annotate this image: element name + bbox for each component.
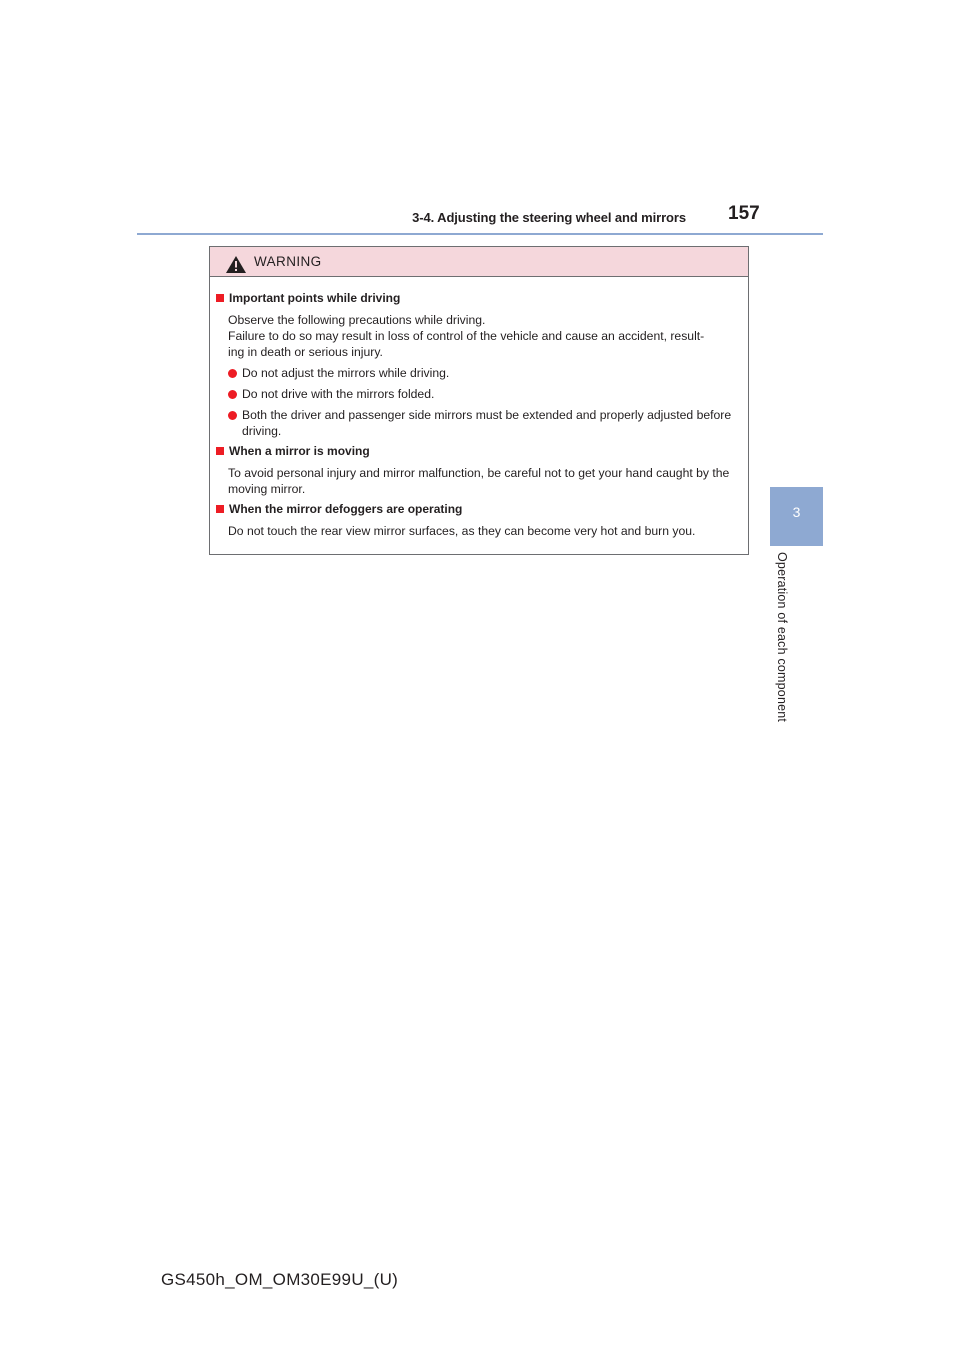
bullet-item: Do not adjust the mirrors while driving. (228, 365, 744, 381)
paragraph: Do not touch the rear view mirror surfaces, as they can become very hot and burn you. (228, 524, 696, 538)
section-heading: When the mirror defoggers are operating (216, 502, 462, 516)
square-marker-icon (216, 505, 224, 513)
bullet-dot-icon (228, 411, 237, 420)
section-title: 3-4. Adjusting the steering wheel and mirrors (412, 210, 686, 225)
bullet-dot-icon (228, 390, 237, 399)
warning-header (210, 247, 748, 277)
paragraph: To avoid personal injury and mirror malfunction, be careful not to get your hand caught by the moving mirror. (228, 466, 730, 496)
chapter-label (771, 552, 791, 752)
document-code: GS450h_OM_OM30E99U_(U) (161, 1270, 399, 1289)
chapter-label-text: Operation of each component (775, 552, 789, 723)
header-rule (137, 233, 823, 235)
bullet-item: Both the driver and passenger side mirrors must be extended and properly adjusted before driving. (228, 407, 744, 439)
square-marker-icon (216, 447, 224, 455)
paragraph: Observe the following precautions while driving. (228, 313, 486, 327)
warning-triangle-icon (226, 256, 246, 273)
chapter-number: 3 (792, 504, 801, 520)
warning-box (209, 246, 749, 555)
chapter-tab (770, 487, 823, 546)
paragraph: ing in death or serious injury. (228, 345, 383, 359)
section-heading: When a mirror is moving (216, 444, 370, 458)
warning-title: WARNING (254, 254, 322, 269)
page-header (0, 200, 960, 240)
page-number: 157 (728, 203, 760, 224)
section-heading: Important points while driving (216, 291, 400, 305)
bullet-dot-icon (228, 369, 237, 378)
paragraph: Failure to do so may result in loss of control of the vehicle and cause an accident, result- (228, 329, 705, 343)
bullet-item: Do not drive with the mirrors folded. (228, 386, 744, 402)
square-marker-icon (216, 294, 224, 302)
